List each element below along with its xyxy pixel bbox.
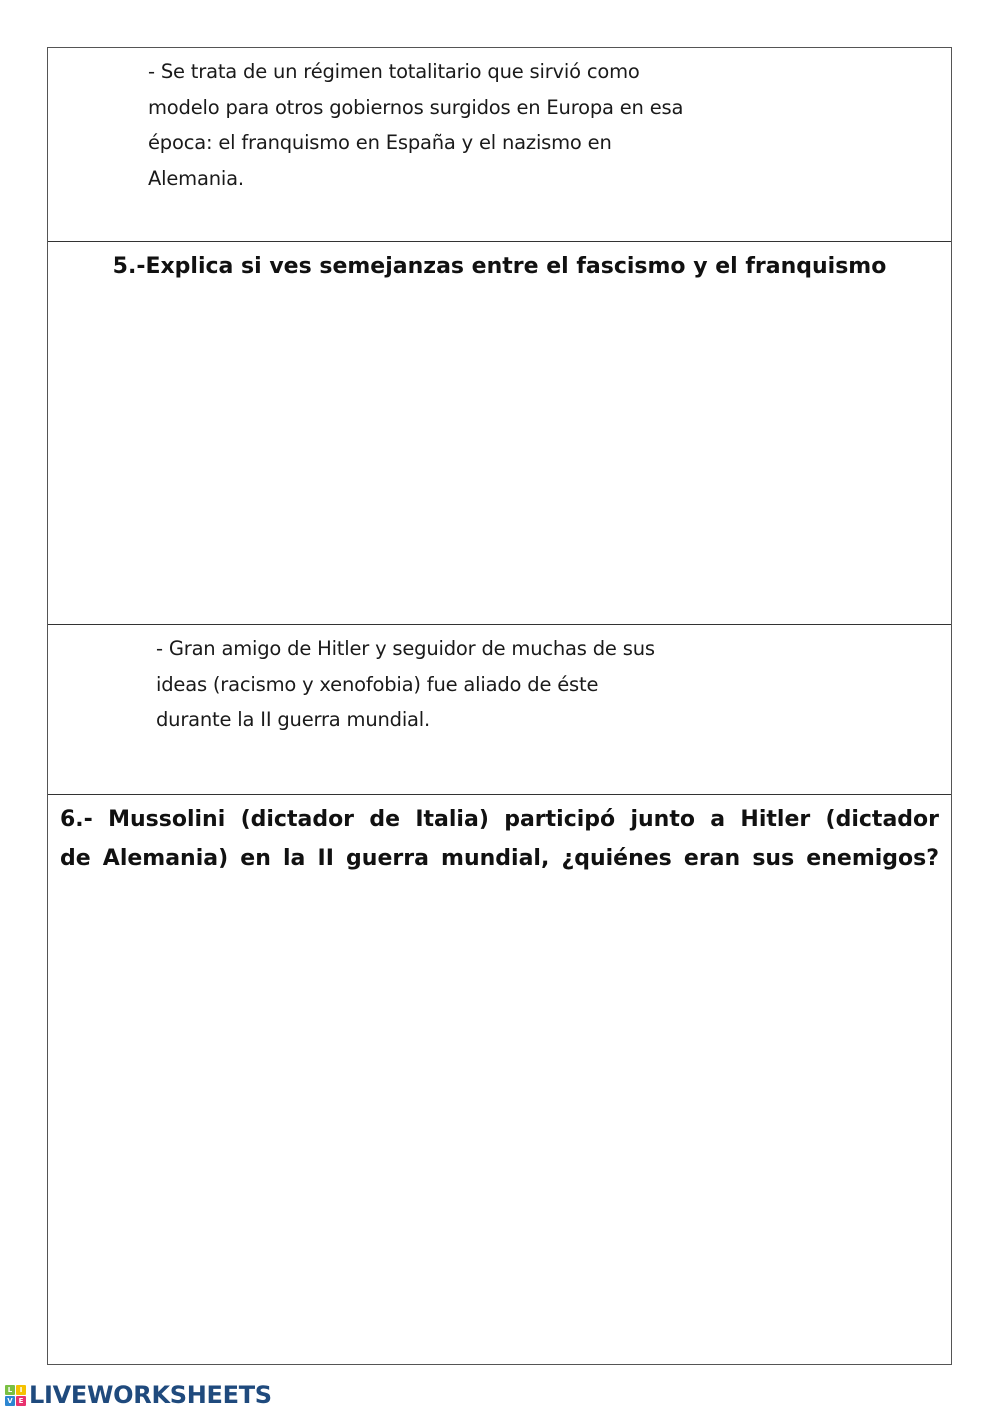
logo-tile-i: I (16, 1385, 26, 1395)
liveworksheets-logo[interactable] (5, 1381, 272, 1409)
question-line: 6.- Mussolini (dictador de Italia) participó junto a Hitler (dictador (60, 807, 939, 832)
clip-line: Alemania. (148, 166, 244, 190)
logo-tile-v: V (5, 1396, 15, 1406)
text-clip-fascism-model (148, 54, 821, 196)
answer-area-6[interactable] (48, 885, 951, 1366)
info-row-hitler-ally (48, 624, 951, 794)
clip-line: - Gran amigo de Hitler y seguidor de muchas de sus (156, 637, 655, 660)
clip-line: modelo para otros gobiernos surgidos en Europa en esa (148, 95, 684, 119)
clip-line: - Se trata de un régimen totalitario que sirvió como (148, 60, 640, 83)
question-6-text (60, 800, 939, 878)
question-line: de Alemania) en la II guerra mundial, ¿quiénes eran sus enemigos? (60, 846, 939, 871)
clip-line: durante la II guerra mundial. (156, 708, 431, 731)
logo-tile-e: E (16, 1396, 26, 1406)
answer-area-5[interactable] (48, 292, 951, 624)
brand-name: LIVEWORKSHEETS (29, 1381, 272, 1409)
clip-line: ideas (racismo y xenofobia) fue aliado de éste (156, 672, 599, 696)
logo-tile-l: L (5, 1385, 15, 1395)
logo-tiles-icon (5, 1385, 26, 1406)
question-row-6 (48, 794, 951, 1366)
question-row-5 (48, 241, 951, 624)
question-5-text: 5.-Explica si ves semejanzas entre el fascismo y el franquismo (112, 254, 887, 279)
worksheet-table (47, 47, 952, 1365)
clip-line: época: el franquismo en España y el nazismo en (148, 131, 612, 154)
info-row-fascism-model (48, 48, 951, 241)
text-clip-hitler-ally (156, 631, 829, 738)
